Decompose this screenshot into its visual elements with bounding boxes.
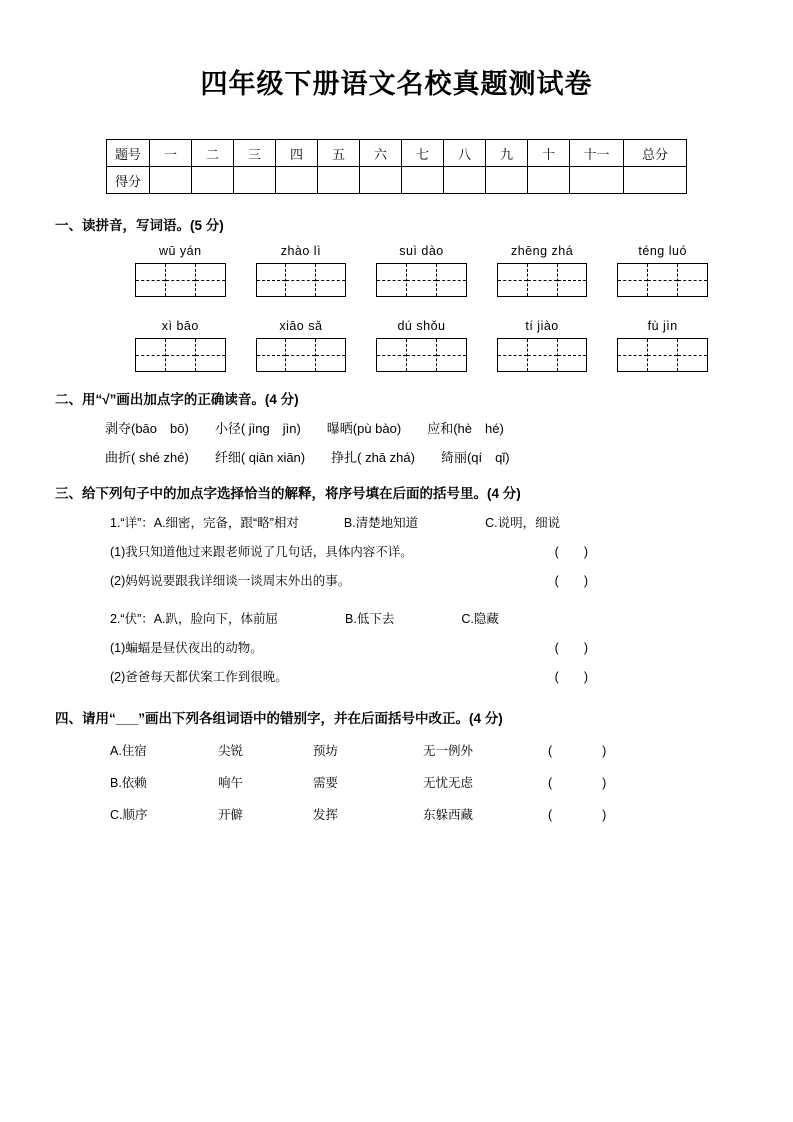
grid-cell[interactable] [648,339,678,371]
score-col-7: 七 [402,140,444,167]
error-word-3[interactable]: 发挥 [313,808,339,822]
answer-paren[interactable]: ( ) [554,574,588,588]
grid-cell[interactable] [257,339,287,371]
grid-cell[interactable] [377,264,407,296]
section-2-heading: 二、用“√”画出加点字的正确读音。(4 分) [55,392,299,407]
phonetic-item[interactable]: 挣扎( zhā zhá) [331,450,415,465]
answer-paren[interactable]: ( ) [548,808,607,822]
writing-grid[interactable] [256,338,347,372]
grid-cell[interactable] [316,339,345,371]
grid-cell[interactable] [166,264,196,296]
question-text: (1)我只知道他过来跟老师说了几句话，具体内容不详。 [110,545,413,559]
explanation-option-c: C.隐藏 [461,612,499,626]
pinyin-group [135,244,226,297]
score-col-6: 六 [360,140,402,167]
pinyin-group [256,244,347,297]
grid-cell[interactable] [407,339,437,371]
writing-grid[interactable] [497,338,588,372]
grid-cell[interactable] [196,264,225,296]
grid-cell[interactable] [437,264,466,296]
grid-cell[interactable] [437,339,466,371]
error-word-3[interactable]: 预坊 [313,744,339,758]
score-col-9: 九 [486,140,528,167]
grid-cell[interactable] [316,264,345,296]
error-word-1[interactable]: B.依赖 [110,776,147,790]
grid-cell[interactable] [196,339,225,371]
pinyin-group [376,319,467,372]
section-3-heading: 三、给下列句子中的加点字选择恰当的解释，将序号填在后面的括号里。(4 分) [55,486,521,501]
error-word-1[interactable]: A.住宿 [110,744,147,758]
phonetic-row-2 [55,447,738,466]
score-col-5: 五 [318,140,360,167]
section-1-heading: 一、读拼音，写词语。(5 分) [55,218,224,233]
question-text: (1)蝙蝠是昼伏夜出的动物。 [110,641,263,655]
score-cell[interactable] [444,167,486,194]
phonetic-item[interactable]: 剥夺(bāo bō) [105,421,189,436]
grid-cell[interactable] [558,339,587,371]
score-cell[interactable] [402,167,444,194]
pinyin-label: zhēng zhá [510,244,574,258]
question-text: (2)妈妈说要跟我详细谈一谈周末外出的事。 [110,574,351,588]
score-cell[interactable] [192,167,234,194]
score-col-2: 二 [192,140,234,167]
score-table-container [55,139,738,194]
score-cell[interactable] [528,167,570,194]
pinyin-group [376,244,467,297]
pinyin-group [256,319,347,372]
phonetic-row-1 [55,418,738,437]
explanation-question [55,638,738,656]
score-cell[interactable] [570,167,624,194]
explanation-option-c: C.说明，细说 [485,516,561,530]
error-word-2[interactable]: 开僻 [218,808,244,822]
phonetic-item[interactable]: 曲折( shé zhé) [105,450,189,465]
table-row [107,167,687,194]
pinyin-label: téng luó [638,244,687,258]
error-word-1[interactable]: C.顺序 [110,808,148,822]
section-4-heading: 四、请用“___”画出下列各组词语中的错别字，并在后面括号中改正。(4 分) [55,711,503,726]
score-row-label: 得分 [107,167,150,194]
explanation-question [55,542,738,560]
writing-grid[interactable] [497,263,588,297]
grid-cell[interactable] [528,264,558,296]
error-word-3[interactable]: 需要 [313,776,339,790]
writing-grid[interactable] [617,263,708,297]
error-word-4[interactable]: 东躲西藏 [423,808,474,822]
grid-cell[interactable] [618,339,648,371]
score-col-11: 十一 [570,140,624,167]
explanation-question [55,571,738,589]
pinyin-label: xì bāo [161,319,199,333]
explanation-prompt-1 [55,513,738,531]
grid-cell[interactable] [528,339,558,371]
pinyin-group [617,319,708,372]
score-col-10: 十 [528,140,570,167]
explanation-option-b: B.低下去 [345,612,395,626]
grid-cell[interactable] [648,264,678,296]
answer-paren[interactable]: ( ) [548,744,607,758]
score-table [106,139,687,194]
phonetic-item[interactable]: 绮丽(qí qǐ) [440,450,510,465]
spacer [55,301,738,319]
grid-cell[interactable] [136,264,166,296]
phonetic-item[interactable]: 应和(hè hé) [427,421,504,436]
pinyin-group [497,244,588,297]
score-cell[interactable] [624,167,687,194]
page-title: 四年级下册语文名校真题测试卷 [200,69,593,99]
pinyin-label: dú shǒu [397,319,446,333]
explanation-prompt-text: 2.“伏”：A.趴，脸向下，体前屈 [110,612,279,626]
writing-grid[interactable] [256,263,347,297]
writing-grid[interactable] [135,263,226,297]
explanation-question [55,667,738,685]
grid-cell[interactable] [678,339,707,371]
pinyin-label: fù jìn [647,319,678,333]
score-cell[interactable] [150,167,192,194]
phonetic-item[interactable]: 纤细( qiān xiān) [214,450,306,465]
score-cell[interactable] [486,167,528,194]
phonetic-item[interactable]: 曝晒(pù bào) [326,421,402,436]
answer-paren[interactable]: ( ) [548,776,607,790]
explanation-option-b: B.清楚地知道 [343,516,419,530]
grid-cell[interactable] [498,339,528,371]
grid-cell[interactable] [136,339,166,371]
explanation-prompt-2 [55,609,738,627]
pinyin-row-2 [55,319,738,372]
pinyin-label: wū yán [158,244,202,258]
grid-cell[interactable] [286,339,316,371]
pinyin-label: suì dào [399,244,444,258]
score-col-8: 八 [444,140,486,167]
grid-cell[interactable] [618,264,648,296]
error-word-2[interactable]: 响午 [218,776,244,790]
pinyin-group [497,319,588,372]
grid-cell[interactable] [257,264,287,296]
error-word-row [55,773,738,791]
score-cell[interactable] [360,167,402,194]
question-text: (2)爸爸每天都伏案工作到很晚。 [110,670,288,684]
writing-grid[interactable] [376,338,467,372]
pinyin-row-1 [55,244,738,297]
answer-paren[interactable]: ( ) [554,545,588,559]
pinyin-label: xiāo sǎ [279,319,323,333]
explanation-prompt-text: 1.“详”：A.细密，完备，跟“略”相对 [110,516,299,530]
score-row-label: 题号 [107,140,150,167]
score-col-total: 总分 [624,140,687,167]
answer-paren[interactable]: ( ) [554,670,588,684]
error-word-4[interactable]: 无一例外 [423,744,474,758]
grid-cell[interactable] [498,264,528,296]
pinyin-label: zhào lì [280,244,322,258]
pinyin-group [135,319,226,372]
score-cell[interactable] [234,167,276,194]
writing-grid[interactable] [617,338,708,372]
writing-grid[interactable] [376,263,467,297]
grid-cell[interactable] [286,264,316,296]
score-col-3: 三 [234,140,276,167]
grid-cell[interactable] [678,264,707,296]
score-cell[interactable] [276,167,318,194]
error-word-row [55,741,738,759]
table-row [107,140,687,167]
pinyin-label: tí jiào [525,319,559,333]
answer-paren[interactable]: ( ) [554,641,588,655]
grid-cell[interactable] [377,339,407,371]
writing-grid[interactable] [135,338,226,372]
error-word-row [55,805,738,823]
grid-cell[interactable] [558,264,587,296]
grid-cell[interactable] [166,339,196,371]
score-col-1: 一 [150,140,192,167]
score-col-4: 四 [276,140,318,167]
pinyin-group [617,244,708,297]
error-word-4[interactable]: 无忧无虑 [423,776,474,790]
phonetic-item[interactable]: 小径( jìng jìn) [214,421,301,436]
error-word-2[interactable]: 尖锐 [218,744,244,758]
score-cell[interactable] [318,167,360,194]
grid-cell[interactable] [407,264,437,296]
